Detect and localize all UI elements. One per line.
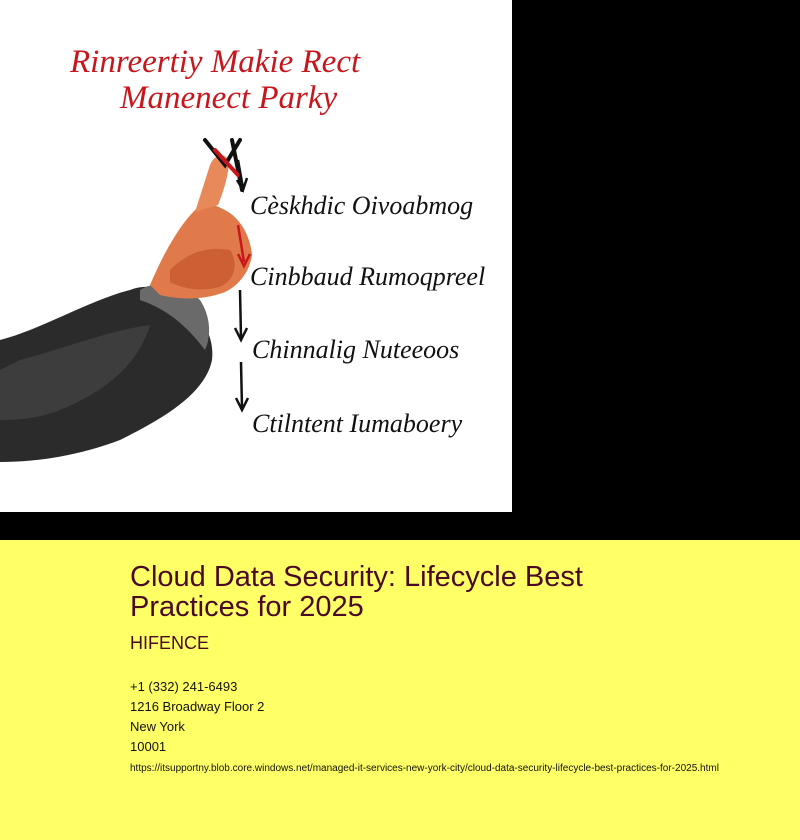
- hero-artwork: [0, 0, 512, 512]
- flow-step-1: Cèskhdic Oivoabmog: [250, 191, 474, 220]
- arrow-3: [236, 362, 248, 410]
- info-panel: [0, 540, 800, 840]
- contact-block: [130, 677, 264, 757]
- page-url-link[interactable]: https://itsupportny.blob.core.windows.net/managed-it-services-new-york-city/cloud-data-security-lifecycle-best-practices-for-2025.html: [130, 763, 719, 774]
- hero-illustration: [0, 0, 512, 512]
- phone-number: +1 (332) 241-6493: [130, 679, 238, 694]
- flow-step-3: Chinnalig Nuteeoos: [252, 335, 460, 364]
- company-name: HIFENCE: [130, 633, 210, 653]
- hero-title-line-2: Manenect Parky: [120, 80, 338, 116]
- hero-title-line-1: Rinreertiy Makie Rect: [70, 44, 361, 80]
- zip-code: 10001: [130, 739, 167, 754]
- arrow-2: [235, 290, 247, 340]
- city: New York: [130, 719, 185, 734]
- flow-step-2: Cinbbaud Rumoqpreel: [250, 262, 486, 291]
- separator-band: [0, 512, 800, 540]
- page-title: Cloud Data Security: Lifecycle Best Practices for 2025: [130, 561, 583, 623]
- flow-step-4: Ctilntent Iumaboery: [252, 409, 463, 438]
- street-address: 1216 Broadway Floor 2: [130, 699, 265, 714]
